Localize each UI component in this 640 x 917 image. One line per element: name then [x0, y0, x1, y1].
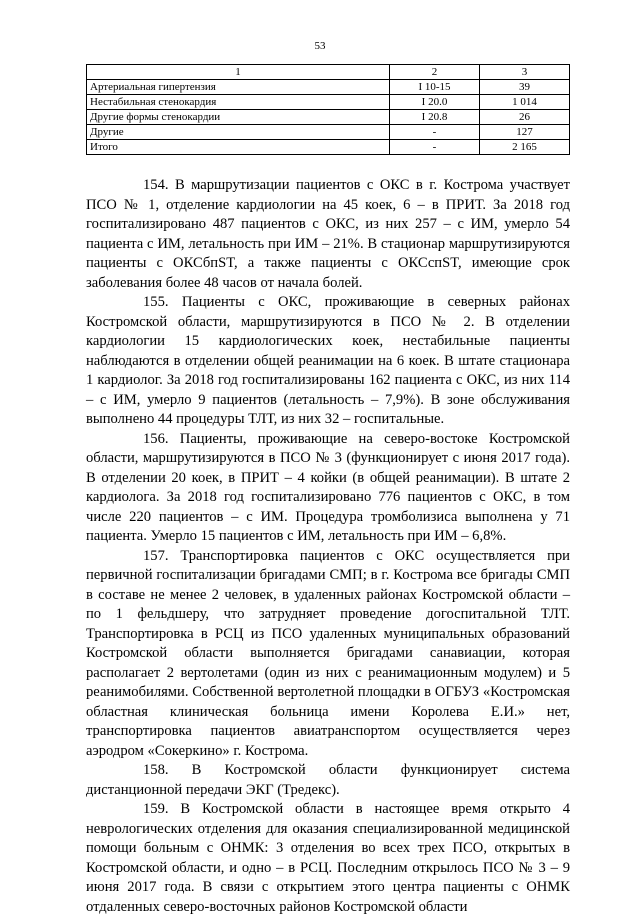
paragraph-155: 155. Пациенты с ОКС, проживающие в северных районах Костромской области, маршрутизируются в ПСО № 2. В отделении кардиологии 15 кардиологических коек, нестабильные пациенты наблюдаются в отделении общей реанимации на 6 коек. В штате стационара 1 кардиолог. За 2018 год госпитализированы 162 пациента с ОКС, из них 114 – с ИМ, умерло 9 пациентов (летальность – 7,9%). В зоне обслуживания выполнено 44 процедуры ТЛТ, из них 32 – госпитальные. [86, 294, 570, 427]
table-cell-count: 1 014 [480, 95, 570, 110]
table-row [87, 125, 570, 140]
table-cell-count: 26 [480, 110, 570, 125]
paragraph-156: 156. Пациенты, проживающие на северо-востоке Костромской области, маршрутизируются в ПСО № 3 (функционирует с июня 2017 года). В отделении 20 коек, в ПРИТ – 4 койки (в общей реанимации). В штате 2 кардиолога. За 2018 год госпитализировано 776 пациентов с ОКС, в том числе 220 пациентов – с ИМ. Процедура тромболизиса выполнена у 71 пациента. Умерло 15 пациентов с ИМ, летальность при ИМ – 6,8%. [86, 430, 570, 544]
table-cell-code: I 10-15 [390, 80, 480, 95]
paragraph-154: 154. В маршрутизации пациентов с ОКС в г. Кострома участвует ПСО № 1, отделение кардиологии на 45 коек, 6 – в ПРИТ. За 2018 год госпитализировано 487 пациентов с ОКС, из них 257 – с ИМ, умерло 54 пациента с ИМ, летальность при ИМ – 21%. В стационар маршрутизируются пациенты с ОКСбпST, а также пациенты с ОКСспST, имеющие срок заболевания более 48 часов от начала болей. [86, 177, 570, 291]
table-cell-diagnosis: Другие [87, 125, 390, 140]
table-cell-code: - [390, 140, 480, 155]
table-cell-diagnosis: Итого [87, 140, 390, 155]
paragraph-157: 157. Транспортировка пациентов с ОКС осуществляется при первичной госпитализации бригадами СМП; в г. Кострома все бригады СМП в составе не менее 2 человек, в удаленных районах Костромской области – по 1 фельдшеру, что затрудняет проведение догоспитальной ТЛТ. Транспортировка в РСЦ из ПСО удаленных муниципальных образований Костромской области выполняется бригадами санавиации, которая располагает 2 вертолетами (один из них с реанимационным модулем) и 5 реанимобилями. Собственной вертолетной площадки в ОГБУЗ «Костромская областная клиническая больница имени Королева Е.И.» нет, транспортировка пациентов авиатранспортом осуществляется через аэродром «Сокеркино» г. Кострома. [86, 547, 570, 759]
table-cell-diagnosis: Артериальная гипертензия [87, 80, 390, 95]
table-cell-count: 39 [480, 80, 570, 95]
statistics-table [86, 64, 570, 155]
table-row [87, 80, 570, 95]
paragraph-158: 158. В Костромской области функционирует система дистанционной передачи ЭКГ (Тредекс). [86, 762, 570, 798]
table-cell-count: 2 165 [480, 140, 570, 155]
table-header-cell: 1 [87, 65, 390, 80]
body-text [86, 176, 570, 917]
paragraph-159: 159. В Костромской области в настоящее время открыто 4 неврологических отделения для оказания специализированной медицинской помощи больным с ОНМК: 3 отделения во всех трех ПСО, открытых в Костромской области, и одно – в РСЦ. Последним открылось ПСО № 3 – 9 июня 2017 года. В связи с открытием этого центра пациенты с ОНМК отдаленных северо-восточных районов Костромской области [86, 801, 570, 915]
table-header-row [87, 65, 570, 80]
table-row [87, 140, 570, 155]
table-cell-code: - [390, 125, 480, 140]
page-number: 53 [314, 40, 326, 52]
table-row [87, 110, 570, 125]
table-cell-diagnosis: Другие формы стенокардии [87, 110, 390, 125]
table-cell-code: I 20.0 [390, 95, 480, 110]
table-header-cell: 2 [390, 65, 480, 80]
table-header-cell: 3 [480, 65, 570, 80]
table-cell-diagnosis: Нестабильная стенокардия [87, 95, 390, 110]
table-cell-code: I 20.8 [390, 110, 480, 125]
table-row [87, 95, 570, 110]
table-cell-count: 127 [480, 125, 570, 140]
